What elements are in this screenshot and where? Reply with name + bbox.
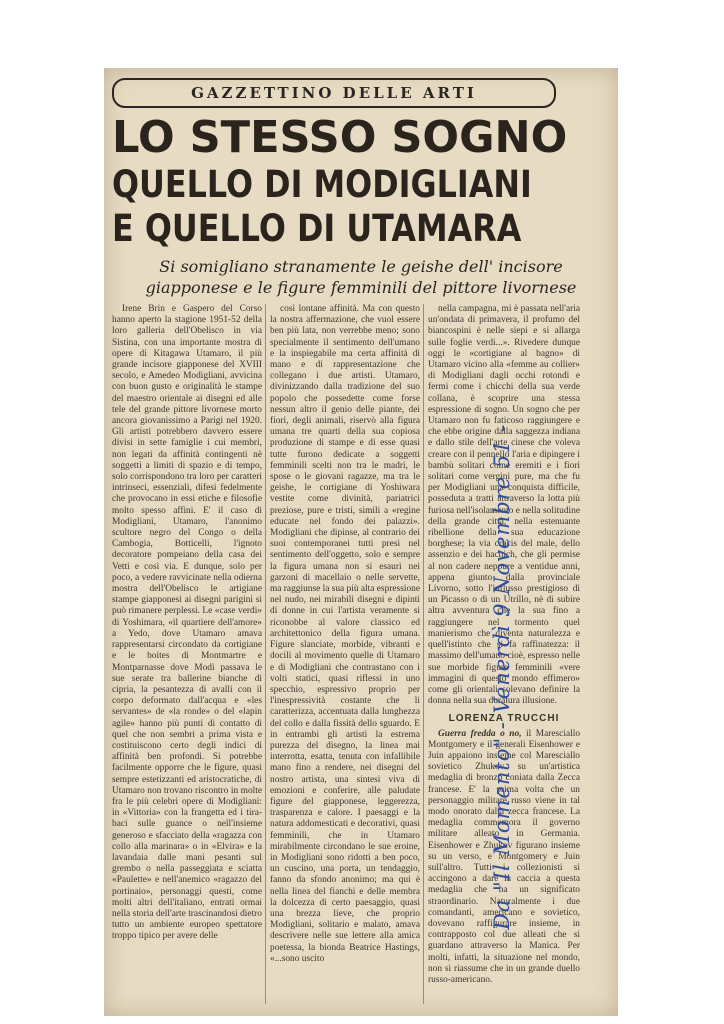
newspaper-clipping (104, 68, 618, 1016)
column-3-text: nella campagna, mi è passata nell'aria un'ondata di primavera, il profumo del biancospini è nelle siepi e si allarga sulle foglie verdi...». Rivedere dunque oggi le «cortigiane al bagno» di Utamaro vicino alla «femme au collier» di Modigliani dagli occhi rotondi e fermi come i chicchi della sua verde collana, è scoprire una stessa espressione di sogno. Un sogno che per Utamaro non fu faticoso raggiungere e che ebbe origine dalla saggezza indiana e dallo stile dell'arte cinese che voleva creare con il pennello l'aria e dipingere i bambù solitari come eremiti e i fiori solitari come vergini pure, ma che fu per Modigliani una conquista difficile, posseduta a tratti attraverso la lotta più furiosa nell'isolamento e nella solitudine della grande città, nella estenuante ribellione della sua educazione borghese; la via crucis del male, dello assenzio e dei hachich, che gli permise al non cadere neppure a ventidue anni, appena giunto dalla provinciale Livorno, sotto l'influsso prestigioso di un Picasso o di un Utrillo, nè di subire altra avventura che la sua fino a raggiungere nel tormento quel manierismo che diventa naturalezza e quell'istinto che si fa raffinatezza: il massimo dell'umano cioè, espresso nelle sue morbide figure femminili «vere immagini di questo mondo effimero» come gli orientali solevano definire la donna nella sua duratura illusione. (428, 304, 580, 707)
headline-line-3: E QUELLO DI UTAMARA (112, 207, 522, 250)
article-column-2 (270, 304, 420, 1008)
column-1-text: Irene Brin e Gaspero del Corso hanno aperto la stagione 1951-52 della loro galleria dell'Obelisco in via Sistina, con una importante mostra di opere di Kitagawa Utamaro, il più grande incisore giapponese del XVIII secolo, e Amedeo Modigliani, avvicina con buon gusto e originalità le stampe del maestro orientale ai disegni ed alle tele del grande pittore livornese morto ancora giovanissimo a Parigi nel 1920. Gli artisti potrebbero davvero essere divisi in sette famiglie i cui membri, non legati da affinità contingenti nè soggetti a limiti di spazio e di tempo, solo corrispondono tra loro per caratteri intrinseci, essenziali, difesi fedelmente che provocano in essi etiche e filosofie molto spesso affini. E' il caso di Modigliani, Utamaro, l'anonimo scultore negro del Congo o della Cambogia, Botticelli, l'ignoto decoratore pompeiano della casa dei Vetti e così via. E dunque, solo per poco, a vedere ravvicinate nella odierna mostra dell'Obelisco le artigiane stampe giapponesi ai disegni parigini si può rimanere perplessi. Le «case verdi» di Yoshimara, «il quartiere dell'amore» a Yedo, dove Utamaro amava rappresentarsi circondato da cortigiane e le boites di Montmartre e Montparnasse dove Modì passava le sue serate tra ballerine bianche di cipria, la pesantezza di avalli con il corpo deformato dall'acqua e «les servantes» de «la ronde» o del «lapin agile» hanno più punti di contatto di quel che non sembri a prima vista e costituiscono certo degli indici di affinità ben profondi. Si potrebbe facilmente opporre che le figure, quasi sempre estetizzanti ed aristocratiche, di Utamaro non trovano riscontro in molte fra le più celebri opere di Modigliani: in «Vittoria» con la frangetta ed i tira-baci sulle guance o nell'insieme generoso e sfacciato della «ragazza con collo alla marinara» o in «Elvira» e la lavandaia dalle mani pesanti sul grembo o nella passeggiata e sciatta «Paulette» e nell'anemico «ragazzo del portinaio», personaggi questi, come molti altri dell'italiano, entrati ormai nella storia dell'arte trascinandosi dietro tutto un ambiente europeo spettatore troppo tipico per avere delle (112, 304, 262, 942)
article-subtitle: Si somigliano stranamente le geishe dell' incisore giapponese e le figure femminili del pittore livornese (145, 257, 577, 297)
column-divider (423, 304, 424, 1004)
section-rubric: GAZZETTINO DELLE ARTI (112, 78, 556, 108)
news-brief-body: il Maresciallo Montgomery e il generali Eisenhower e Juin appaiono insieme col Maresciallo sovietico Zhukov su un'artistica medaglia di bronzo coniata dalla Zecca francese. E' la prima volta che un personaggio militare russo viene in tal modo onorato dalla zecca francese. La medaglia commemora il governo militare alleato in Germania. Eisenhower e Zhukov figurano insieme su un verso, e Montgomery e Juin sull'altro. Tutti i collezionisti si accingono a dare la caccia a questa medaglia che ha un significato straordinario. Naturalmente i due comandanti, americano e sovietico, dovevano raffigurare insieme, in contrapposto col due alleati che si guardano attraverso la Manica. Per molti, infatti, la situazione nel mondo, non si riassume che in un grande duello russo-americano. (428, 728, 580, 985)
headline-line-2: QUELLO DI MODIGLIANI (112, 163, 532, 206)
column-divider (265, 304, 266, 1004)
author-signature: LORENZA TRUCCHI (448, 713, 560, 725)
headline-line-1: LO STESSO SOGNO (112, 112, 568, 163)
news-brief-lead: Guerra fredda o no, (438, 728, 522, 739)
column-2-text: così lontane affinità. Ma con questo la nostra affermazione, che vuol essere ben più lata, non verrebbe meno; sono specialmente il sentimento dell'umano e la inspiegabile ma certa affinità di mano e di rappresentazione che collegano i due artisti. Utamaro, divinizzando dalla tradizione del suo popolo che possedette come forse nessun altro il genio delle piante, dei fiori, degli animali, riservò alla figura umana tre quarti della sua copiosa produzione di stampe e di esse quasi tutte furono dedicate a soggetti femminili scelti non tra le madri, le spose o le giovani ragazze, ma tra le geishe, le cortigiane di Yoshiwara vestite come divinità, pariatrici preziose, pure e tristi, simili a «regine educate nel fondo dei palazzi». Modigliani che dipinse, al contrario dei suoi contemporanei tutti presi nel sentimento dell'oggetto, solo e sempre la figura umana non si esaurì nei garzoni di macellaio o nelle servette, ma raggiunse la sua più alta espressione nel nudo, nei mirabili disegni e dipinti di donne in cui l'artista veramente si riconobbe al valore classico ed architettonico della figura umana. Figure slanciate, morbide, vibranti e docili al movimento quelle di Utamaro e di Modigliani che contrastano con i volti statici, quasi riflessi in uno specchio, espressivo proprio per l'inespressività costante che li caratterizza, accentuata dalla lunghezza del collo e dalla fissità dello sguardo. E in entrambi gli artisti la estrema purezza del disegno, la linea mai interrotta, esatta, tenuta con infallibile mano fino a rendere, nei disegni del nostro artista, una sintesi viva di emozioni e conferire, alle paludate figure del giapponese, leggerezza, trasparenza e calore. I paesaggi e la natura addomesticati e decorativi, quasi femminili, che in Utamaro mirabilmente circondano le sue eroine, in Modigliani sono ridotti a ben poco, un cuscino, una porta, un tendaggio, fanno da sfondo anonimo; ma qui è nella linea del fianchi e delle membra la dolcezza di certo paesaggio, quasi una brezza lieve, che proprio Modigliani, solitario e malato, amava descrivere nelle sue lettere alla amica poetessa, la bionda Beatrice Hastings, «...sono uscito (270, 304, 420, 964)
handwritten-source-note: Da "Il Momento" - Venerdì 9 Novembre 51 - (490, 423, 514, 930)
article-column-1 (112, 304, 262, 1008)
